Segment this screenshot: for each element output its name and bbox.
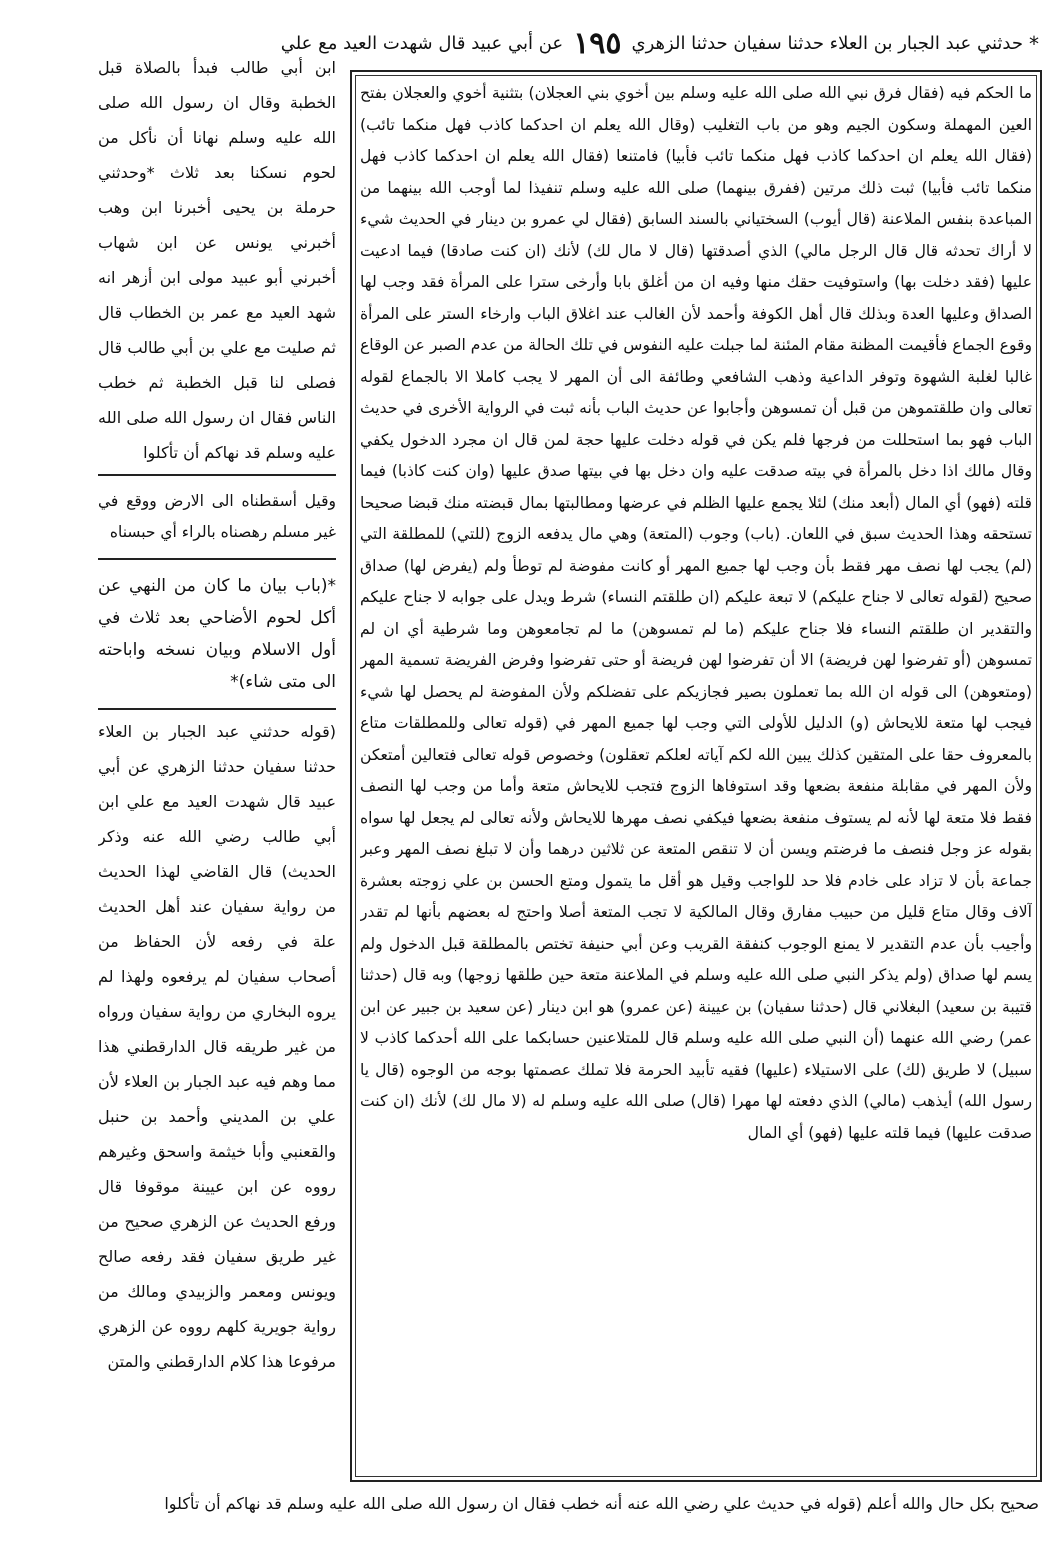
hadith-text-block: ابن أبي طالب فبدأ بالصلاة قبل الخطبة وقال ان رسول الله صلى الله عليه وسلم نهانا أن نأكل من لحوم نسكنا بعد ثلاث *وحدثني حرملة بن يحيى أخبرنا ابن وهب أخبرني يونس عن ابن شهاب أخبرني أبو عبيد مولى ابن أزهر انه شهد العيد مع عمر بن الخطاب قال ثم صليت مع علي بن أبي طالب قال فصلى لنا قبل الخطبة ثم خطب الناس فقال ان رسول الله صلى الله عليه وسلم قد نهاكم أن تأكلوا	[98, 58, 336, 462]
header-text-right: حدثني عبد الجبار بن العلاء حدثنا سفيان حدثنا الزهري	[631, 33, 1023, 54]
header-text-left: عن أبي عبيد قال شهدت العيد مع علي	[280, 33, 564, 54]
main-commentary-text: ما الحكم فيه (فقال فرق نبي الله صلى الله عليه وسلم بين أخوي بني العجلان) بتثنية أخوي والعجلان بفتح العين المهملة وسكون الجيم وهو من باب التغليب (وقال الله يعلم ان احدكما كاذب فهل منكما تائب) (فقال الله يعلم ان احدكما كاذب فهل منكما تائب فأبيا) فامتنعا (فقال الله يعلم ان احدكما كاذب فهل منكما تائب فأبيا) ثبت ذلك مرتين (ففرق بينهما) صلى الله عليه وسلم تنفيذا لما أوجب الله بينهما من المباعدة بنفس الملاعنة (قال أيوب) السختياني بالسند السابق (فقال لي عمرو بن دينار في الحديث شيء لا أراك تحدثه قال قال الرجل مالي) الذي أصدقتها (قال لا مال لك) لأنك (ان كنت صادقا) فيما ادعيت عليها (فقد دخلت بها) واستوفيت حقك منها وفيه ان من أغلق بابا وأرخى سترا على المرأة فقد وجب لها الصداق وعليها العدة وبذلك قال أهل الكوفة وأحمد لأن الغالب عند اغلاق الباب وارخاء الستر على المرأة وقوع الجماع فأقيمت المظنة مقام المئنة لما جبلت عليه النفوس في تلك الحالة من عدم الصبر عن الوقاع غالبا لغلبة الشهوة وتوفر الداعية وذهب الشافعي وطائفة الى أن المهر لا يجب كاملا الا بالجماع لقوله تعالى وان طلقتموهن من قبل أن تمسوهن وأجابوا عن حديث الباب بأنه ثبت في الرواية الأخرى في حديث الباب فهو بما استحللت من فرجها فلم يكن في قوله دخلت عليها حجة لمن قال ان مجرد الدخول يكفي وقال مالك اذا دخل بالمرأة في بيته صدقت عليه وان دخل بها في بيتها صدق عليها (وان كنت كاذبا) فيما قلته (فهو) أي المال (أبعد منك) لئلا يجمع عليها الظلم في عرضها ومطالبتها بمال قبضته منك قبضا صحيحا تستحقه وهذا الحديث سبق في اللعان. (باب) وجوب (المتعة) وهي مال يدفعه الزوج (للتي) للمطلقة التي (لم) يجب لها نصف مهر فقط بأن وجب لها جميع المهر أو كانت مفوضة لم توطأ ولم (يفرض لها) صداق صحيح (لقوله تعالى لا جناح عليكم) لا تبعة عليكم (ان طلقتم النساء) شرط ويدل على جوابه لا جناح عليكم والتقدير ان طلقتم النساء فلا جناح عليكم (ما لم تمسوهن) ما لم تجامعوهن وما شرطية أي ان لم تمسوهن (أو تفرضوا لهن فريضة) الا أن تفرضوا لهن فريضة أو حتى تفرضوا وفرض الفريضة تسمية المهر (ومتعوهن) الى قوله ان الله بما تعملون بصير فجازيكم على تفضلكم ولأن المفوضة لم يحصل لها شيء فيجب لها متعة للايحاش (و) الدليل للأولى التي وجب لها جميع المهر في (قوله تعالى وللمطلقات متاع بالمعروف حقا على المتقين كذلك يبين الله لكم آياته لعلكم تعقلون) وخصوص قوله تعالى فتعالين أمتعكن ولأن المهر في مقابلة منفعة بضعها وقد استوفاها الزوج فتجب للايحاش متعة وأما من وجب لها النصف فقط فلا متعة لها لأنه لم يستوف منفعة بضعها فيكفي نصف مهرها للايحاش ولأنه تعالى لم يجعل لها سواه بقوله عز وجل فنصف ما فرضتم ويسن أن لا تنقص المتعة عن ثلاثين درهما وأن لا تبلغ نصف المهر وعبر جماعة بأن لا تزاد على خادم فلا حد للواجب وقيل هو أقل ما يتمول ومتع الحسن بن علي زوجته بعشرة آلاف وقال متاع قليل من حبيب مفارق وقال المالكية لا تجب المتعة أصلا واحتج له بعضهم بأنها لم تقدر وأجيب بأن عدم التقدير لا يمنع الوجوب كنفقة القريب وعن أبي حنيفة تختص بالمطلقة قبل الدخول ولم يسم لها صداق (ولم يذكر النبي صلى الله عليه وسلم في الملاعنة متعة حين طلقها زوجها) وبه قال (حدثنا قتيبة بن سعيد) البغلاني قال (حدثنا سفيان) بن عيينة (عن عمرو) هو ابن دينار (عن سعيد بن جبير عن ابن عمر) رضي الله عنهما (أن النبي صلى الله عليه وسلم قال للمتلاعنين حسابكما على الله أحدكما كاذب لا سبيل) لا طريق (لك) على الاستيلاء (عليها) فقيه تأبيد الحرمة فلا تملك عصمتها بوجه من الوجوه (قال يا رسول الله) أيذهب (مالي) الذي دفعته لها مهرا (قال) صلى الله عليه وسلم له (لا مال لك) لأنك (ان كنت صدقت عليها) فيما قلته عليها (فهو) أي المال	[360, 84, 1032, 1142]
divider	[98, 474, 336, 476]
divider	[98, 558, 336, 560]
side-commentary: (قوله حدثني عبد الجبار بن العلاء حدثنا سفيان حدثنا الزهري عن أبي عبيد قال شهدت العيد مع علي ابن أبي طالب رضي الله عنه وذكر الحديث) قال القاضي لهذا الحديث من رواية سفيان عند أهل الحديث علة في رفعه لأن الحفاظ من أصحاب سفيان لم يرفعوه ولهذا لم يروه البخاري من رواية سفيان ورواه من غير طريقه قال الدارقطني هذا مما وهم فيه عبد الجبار بن العلاء لأن علي بن المديني وأحمد بن حنبل والقعنبي وأبا خيثمة واسحق وغيرهم رووه عن ابن عيينة موقوفا قال ورفع الحديث عن الزهري صحيح من غير طريق سفيان فقد رفعه صالح ويونس ومعمر والزبيدي ومالك من رواية جويرية كلهم رووه عن الزهري مرفوعا هذا كلام الدارقطني والمتن	[98, 722, 336, 1371]
page-footer-line: صحيح بكل حال والله أعلم (قوله في حديث علي رضي الله عنه أنه خطب فقال ان رسول الله صلى الله عليه وسلم قد نهاكم أن تأكلوا	[164, 1494, 1039, 1513]
side-column	[98, 50, 336, 1480]
page-number: ١٩٥	[573, 26, 622, 61]
chapter-title: *(باب بيان ما كان من النهي عن أكل لحوم الأضاحي بعد ثلاث في أول الاسلام وبيان نسخه واباحته الى متى شاء)*	[98, 576, 336, 692]
divider	[98, 708, 336, 710]
side-note: وقيل أسقطناه الى الارض ووقع في غير مسلم رهصناه بالراء أي حبسناه	[98, 492, 336, 541]
header-star: *	[1029, 32, 1039, 56]
